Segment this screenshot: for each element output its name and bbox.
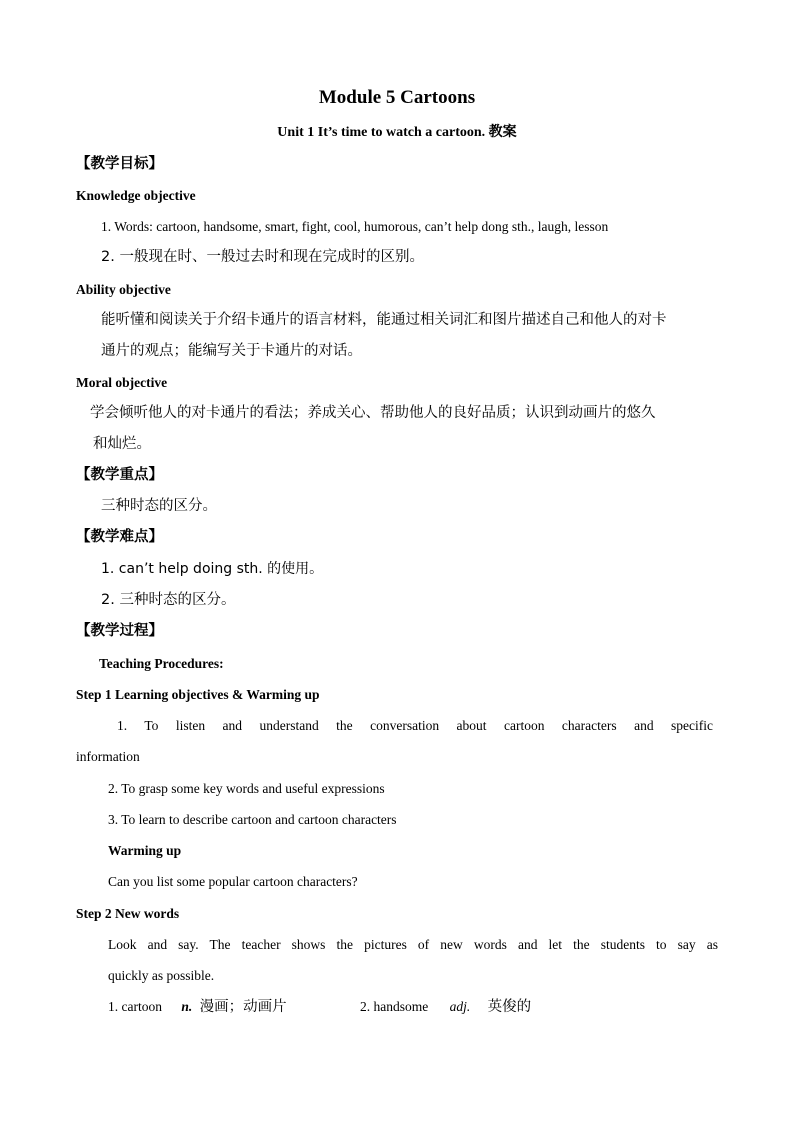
step2-text-line: quickly as possible.	[108, 968, 215, 983]
difficulties-heading: 【教学难点】	[76, 529, 163, 545]
key-points-text: 三种时态的区分。	[101, 498, 217, 514]
vocab-meaning: 漫画；动画片	[199, 999, 287, 1015]
step1-item-continued: information	[76, 749, 140, 764]
knowledge-item: 1. Words: cartoon, handsome, smart, fight, cool, humorous, can’t help dong sth., laugh, lesson	[101, 219, 609, 234]
step2-heading: Step 2 New words	[76, 906, 180, 921]
knowledge-heading: Knowledge objective	[76, 188, 196, 203]
step1-item: 1. To listen and understand the conversation about cartoon characters and specific	[117, 718, 713, 733]
process-heading: 【教学过程】	[76, 623, 163, 639]
ability-text-line: 通片的观点；能编写关于卡通片的对话。	[101, 343, 362, 359]
document-title: Module 5 Cartoons	[318, 87, 476, 108]
vocab-pos: adj.	[449, 999, 471, 1014]
document-subtitle: Unit 1 It’s time to watch a cartoon. 教案	[277, 125, 517, 140]
vocab-meaning: 英俊的	[487, 999, 532, 1015]
moral-heading: Moral objective	[76, 375, 168, 390]
difficulties-item: 2. 三种时态的区分。	[101, 592, 236, 608]
moral-text-line: 学会倾听他人的对卡通片的看法；养成关心、帮助他人的良好品质；认识到动画片的悠久	[90, 405, 656, 421]
knowledge-item: 2. 一般现在时、一般过去时和现在完成时的区别。	[101, 249, 424, 265]
vocab-word: 1. cartoon	[108, 999, 162, 1014]
step1-heading: Step 1 Learning objectives & Warming up	[76, 687, 320, 702]
vocab-item	[108, 1000, 287, 1015]
vocab-pos: n.	[181, 999, 193, 1014]
key-points-heading: 【教学重点】	[76, 467, 163, 483]
moral-text-line: 和灿烂。	[93, 436, 151, 452]
warming-label: Warming up	[108, 843, 182, 858]
procedures-label: Teaching Procedures:	[99, 656, 224, 671]
difficulties-item: 1. can’t help doing sth. 的使用。	[101, 561, 324, 577]
warming-question: Can you list some popular cartoon characters?	[108, 874, 358, 889]
objectives-heading: 【教学目标】	[76, 156, 163, 172]
step1-item: 2. To grasp some key words and useful expressions	[108, 781, 385, 796]
vocab-word: 2. handsome	[360, 999, 429, 1014]
ability-text-line: 能听懂和阅读关于介绍卡通片的语言材料，能通过相关词汇和图片描述自己和他人的对卡	[101, 312, 667, 328]
ability-heading: Ability objective	[76, 282, 171, 297]
step1-item: 3. To learn to describe cartoon and cartoon characters	[108, 812, 397, 827]
vocab-item	[360, 1000, 531, 1015]
step2-text-line: Look and say. The teacher shows the pictures of new words and let the students to say as	[108, 937, 718, 952]
